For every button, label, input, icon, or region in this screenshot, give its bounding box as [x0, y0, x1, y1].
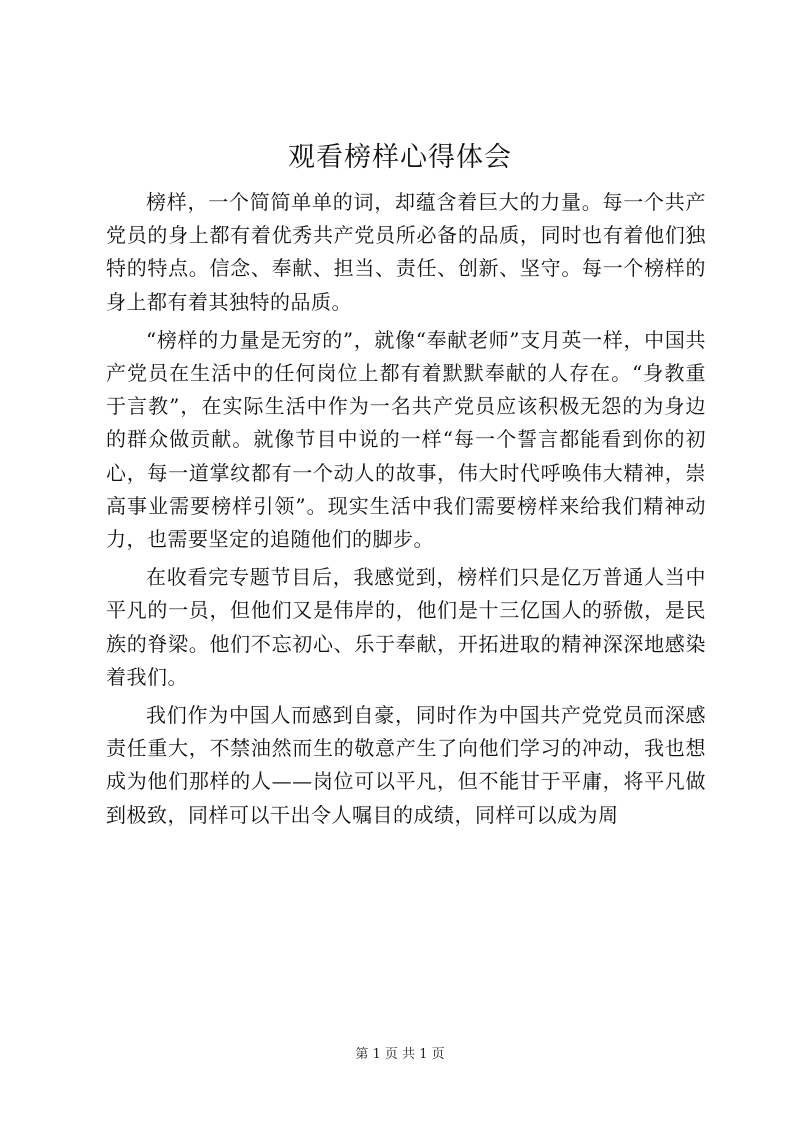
document-title: 观看榜样心得体会	[288, 142, 512, 173]
page-number-footer: 第 1 页 共 1 页	[355, 1047, 445, 1062]
paragraph-1: 榜样，一个简简单单的词，却蕴含着巨大的力量。每一个共产党员的身上都有着优秀共产党员所必备的品质，同时也有着他们独特的特点。信念、奉献、担当、责任、创新、坚守。每一个榜样的身上都有着其独特的品质。	[106, 190, 706, 314]
paragraph-3: 在收看完专题节目后，我感觉到，榜样们只是亿万普通人当中平凡的一员，但他们又是伟岸的，他们是十三亿国人的骄傲，是民族的脊梁。他们不忘初心、乐于奉献，开拓进取的精神深深地感染着我们。	[106, 565, 706, 689]
paragraph-2: “榜样的力量是无穷的”，就像“奉献老师”支月英一样，中国共产党员在生活中的任何岗位上都有着默默奉献的人存在。“身教重于言教”，在实际生活中作为一名共产党员应该积极无怨的为身边的群众做贡献。就像节目中说的一样“每一个誓言都能看到你的初心，每一道掌纹都有一个动人的故事，伟大时代呼唤伟大精神，崇高事业需要榜样引领”。现实生活中我们需要榜样来给我们精神动力，也需要坚定的追随他们的脚步。	[106, 327, 706, 552]
document-body	[106, 186, 706, 832]
paragraph-4: 我们作为中国人而感到自豪，同时作为中国共产党党员而深感责任重大，不禁油然而生的敬意产生了向他们学习的冲动，我也想成为他们那样的人——岗位可以平凡，但不能甘于平庸，将平凡做到极致，同样可以干出令人嘱目的成绩，同样可以成为周	[106, 703, 706, 827]
